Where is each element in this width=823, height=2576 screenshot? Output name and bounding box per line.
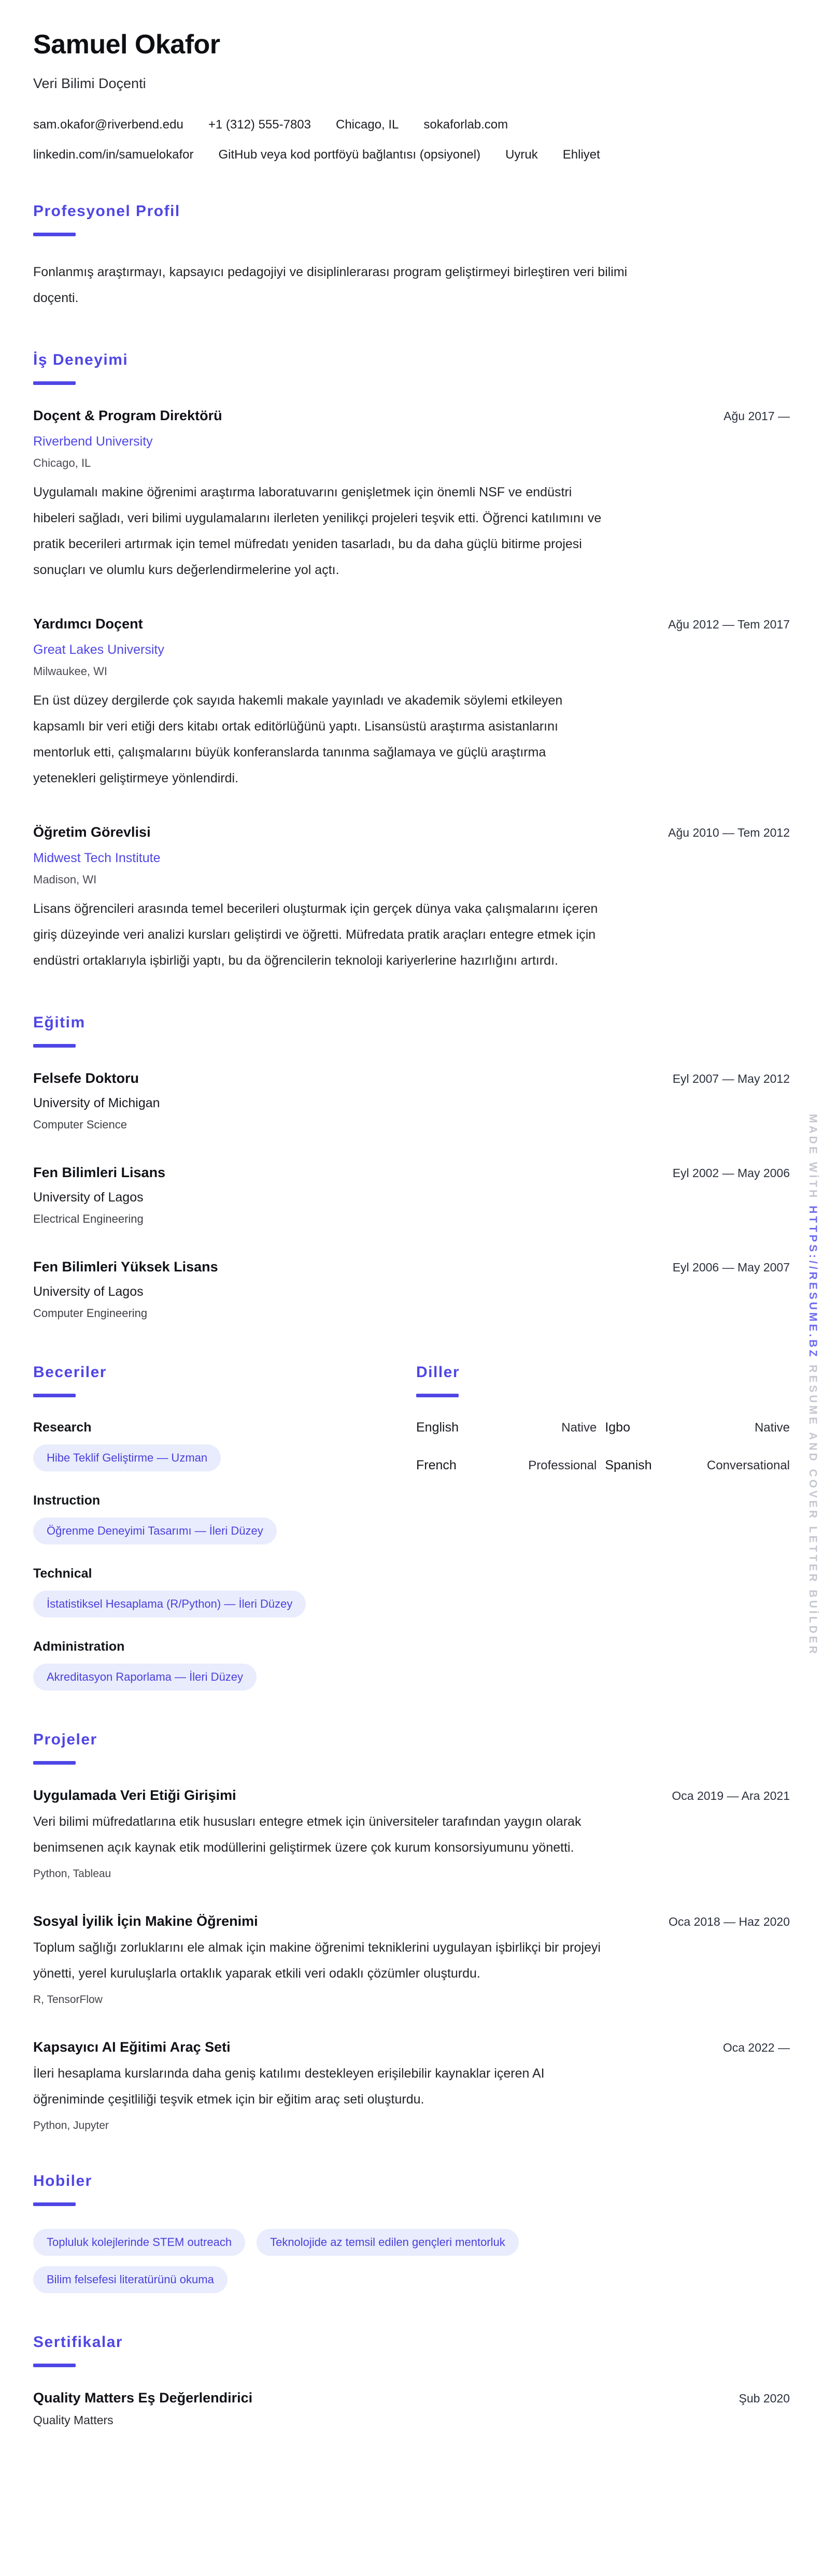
contact-row-2 [33, 148, 790, 162]
resume-header [33, 29, 790, 162]
education-date: Eyl 2006 — May 2007 [672, 1261, 790, 1274]
skills-languages-row [33, 1364, 790, 1691]
job-company-link[interactable]: Riverbend University [33, 434, 153, 449]
job-entry [33, 408, 790, 583]
field-of-study: Computer Science [33, 1118, 127, 1131]
contact-driving-license: Ehliyet [562, 148, 600, 162]
job-company-link[interactable]: Great Lakes University [33, 642, 164, 657]
education-date: Eyl 2002 — May 2006 [672, 1166, 790, 1180]
project-stack: Python, Jupyter [33, 2120, 109, 2131]
language-name: Spanish [605, 1458, 652, 1472]
school-name: University of Michigan [33, 1096, 160, 1110]
watermark-suffix: RESUME AND COVER LETTER BUİLDER [807, 1359, 819, 1656]
certifications-heading: Sertifikalar [33, 2334, 123, 2351]
project-description: Toplum sağlığı zorluklarını ele almak için makine öğrenimi tekniklerini uygulayan işbirlikçi bir projeyi yönetti, yerel kuruluşlarla ortaklık yaparak etkili veri odaklı çözümler oluşturdu. [33, 1940, 601, 1981]
degree-title: Fen Bilimleri Yüksek Lisans [33, 1259, 218, 1275]
hobby-chip: Bilim felsefesi literatürünü okuma [33, 2266, 228, 2293]
contact-row-1 [33, 118, 790, 132]
project-title: Uygulamada Veri Etiği Girişimi [33, 1787, 236, 1803]
language-name: Igbo [605, 1420, 630, 1435]
section-languages [416, 1364, 790, 1691]
certification-issuer: Quality Matters [33, 2413, 113, 2427]
job-entry [33, 824, 790, 974]
project-date: Oca 2019 — Ara 2021 [672, 1789, 790, 1802]
school-name: University of Lagos [33, 1284, 144, 1299]
contact-linkedin: linkedin.com/in/samuelokafor [33, 148, 194, 162]
skill-chip: İstatistiksel Hesaplama (R/Python) — İleri Düzey [33, 1591, 306, 1618]
project-stack: R, TensorFlow [33, 1994, 103, 2006]
field-of-study: Electrical Engineering [33, 1212, 144, 1225]
project-entry [33, 1787, 790, 1880]
education-heading: Eğitim [33, 1014, 86, 1031]
certification-date: Şub 2020 [739, 2392, 790, 2405]
skill-group-label: Technical [33, 1566, 92, 1581]
heading-underline-bar [33, 1394, 76, 1397]
job-entry [33, 616, 790, 791]
education-entry [33, 1070, 790, 1132]
profile-heading: Profesyonel Profil [33, 203, 180, 220]
skill-group-label: Administration [33, 1639, 125, 1654]
job-location: Madison, WI [33, 873, 97, 886]
project-entry [33, 1913, 790, 2006]
project-title: Kapsayıcı AI Eğitimi Araç Seti [33, 2039, 231, 2055]
job-description: En üst düzey dergilerde çok sayıda hakemli makale yayınladı ve akademik söylemi etkileyen kapsamlı bir veri etiği ders kitabı ortak editörlüğünü yaptı. Lisansüstü araştırma asistanlarını mentorluk etti, çalışmalarını büyük konferanslarda tanınma sağlamaya ve güçlü araştırma yetenekleri geliştirmeye yönlendirdi. [33, 693, 563, 785]
language-name: English [416, 1420, 459, 1435]
hobby-chip: Teknolojide az temsil edilen gençleri mentorluk [257, 2229, 519, 2256]
skill-group [33, 1566, 407, 1618]
education-date: Eyl 2007 — May 2012 [672, 1072, 790, 1085]
hobbies-heading: Hobiler [33, 2172, 92, 2189]
project-entry [33, 2039, 790, 2132]
language-name: French [416, 1458, 457, 1472]
skill-chip: Akreditasyon Raporlama — İleri Düzey [33, 1664, 257, 1691]
project-description: İleri hesaplama kurslarında daha geniş katılımı destekleyen erişilebilir kaynaklar içeren AI öğreniminde çeşitliliği teşvik etmek için bir eğitim araç seti oluşturdu. [33, 2066, 545, 2107]
skill-chip: Hibe Teklif Geliştirme — Uzman [33, 1444, 221, 1471]
project-date: Oca 2018 — Haz 2020 [669, 1915, 790, 1928]
language-level: Native [561, 1421, 597, 1435]
job-location: Milwaukee, WI [33, 665, 108, 678]
certification-title: Quality Matters Eş Değerlendirici [33, 2390, 253, 2406]
skill-group [33, 1493, 407, 1544]
language-level: Professional [528, 1458, 597, 1472]
job-description: Lisans öğrencileri arasında temel becerileri oluşturmak için gerçek dünya vaka çalışmalarını içeren giriş düzeyinde veri analizi kursları geliştirdi ve öğretti. Müfredata pratik araçları entegre etmek için endüstri ortaklarıyla işbirliği yaptı, bu da öğrencilerin teknoloji kariyerlerine hazırlığını artırdı. [33, 901, 598, 968]
certification-entry [33, 2390, 790, 2427]
field-of-study: Computer Engineering [33, 1307, 148, 1320]
language-level: Native [754, 1421, 790, 1435]
skill-group-label: Research [33, 1420, 92, 1435]
skill-group [33, 1420, 407, 1471]
section-certifications [33, 2334, 790, 2427]
hobby-chip: Topluluk kolejlerinde STEM outreach [33, 2229, 245, 2256]
contact-email: sam.okafor@riverbend.edu [33, 118, 183, 132]
watermark-prefix: MADE WİTH [807, 1114, 819, 1206]
contact-phone: +1 (312) 555-7803 [208, 118, 311, 132]
job-date: Ağu 2012 — Tem 2017 [668, 618, 790, 631]
section-experience [33, 351, 790, 974]
section-projects [33, 1731, 790, 2132]
skill-chip: Öğrenme Deneyimi Tasarımı — İleri Düzey [33, 1518, 277, 1544]
heading-underline-bar [33, 233, 76, 236]
candidate-title: Veri Bilimi Doçenti [33, 76, 146, 91]
job-date: Ağu 2010 — Tem 2012 [668, 826, 790, 839]
job-title: Doçent & Program Direktörü [33, 408, 222, 423]
school-name: University of Lagos [33, 1190, 144, 1205]
job-company-link[interactable]: Midwest Tech Institute [33, 851, 161, 865]
heading-underline-bar [33, 2202, 76, 2206]
hobby-chips [33, 2229, 614, 2293]
contact-nationality: Uyruk [505, 148, 538, 162]
skill-group [33, 1639, 407, 1691]
language-level: Conversational [706, 1458, 790, 1472]
contact-location: Chicago, IL [336, 118, 399, 132]
profile-text: Fonlanmış araştırmayı, kapsayıcı pedagojiyi ve disiplinlerarası program geliştirmeyi birleştiren veri bilimi doçenti. [33, 265, 628, 305]
job-location: Chicago, IL [33, 456, 91, 469]
skill-group-label: Instruction [33, 1493, 101, 1508]
candidate-name: Samuel Okafor [33, 30, 220, 60]
project-stack: Python, Tableau [33, 1868, 111, 1880]
watermark-link[interactable]: HTTPS://RESUME.BZ [807, 1206, 819, 1359]
heading-underline-bar [33, 1761, 76, 1765]
heading-underline-bar [416, 1394, 459, 1397]
job-title: Yardımcı Doçent [33, 616, 143, 632]
watermark [806, 1114, 819, 1656]
project-description: Veri bilimi müfredatlarına etik hususları entegre etmek için üniversiteler tarafından yaygın olarak benimsenen açık kaynak etik modüllerini geliştirmek üzere çok kurum konsorsiyumunu yönetti. [33, 1814, 581, 1855]
projects-heading: Projeler [33, 1731, 97, 1748]
job-date: Ağu 2017 — [723, 409, 790, 423]
job-description: Uygulamalı makine öğrenimi araştırma laboratuvarını genişletmek için önemli NSF ve endüstri hibeleri sağladı, veri bilimi uygulamalarını ilerleten yenilikçi projeleri teşvik etti. Öğrenci katılımını ve pratik becerileri artırmak için temel müfredatı yeniden tasarladı, bu da daha güçlü bitirme projesi sonuçları ve olumlu kurs değerlendirmelerine yol açtı. [33, 485, 602, 577]
degree-title: Felsefe Doktoru [33, 1070, 139, 1086]
skills-heading: Beceriler [33, 1364, 107, 1381]
contact-website: sokaforlab.com [423, 118, 508, 132]
degree-title: Fen Bilimleri Lisans [33, 1165, 166, 1180]
section-skills [33, 1364, 407, 1691]
project-title: Sosyal İyilik İçin Makine Öğrenimi [33, 1913, 258, 1929]
project-date: Oca 2022 — [722, 2041, 790, 2054]
education-entry [33, 1259, 790, 1320]
job-title: Öğretim Görevlisi [33, 824, 151, 840]
heading-underline-bar [33, 2364, 76, 2367]
section-hobbies [33, 2172, 790, 2293]
languages-heading: Diller [416, 1364, 460, 1381]
education-entry [33, 1165, 790, 1226]
heading-underline-bar [33, 1044, 76, 1048]
languages-grid [416, 1420, 790, 1473]
heading-underline-bar [33, 381, 76, 385]
section-profile [33, 203, 790, 311]
section-education [33, 1014, 790, 1320]
contact-github-placeholder: GitHub veya kod portföyü bağlantısı (opsiyonel) [218, 148, 481, 162]
experience-heading: İş Deneyimi [33, 351, 129, 368]
